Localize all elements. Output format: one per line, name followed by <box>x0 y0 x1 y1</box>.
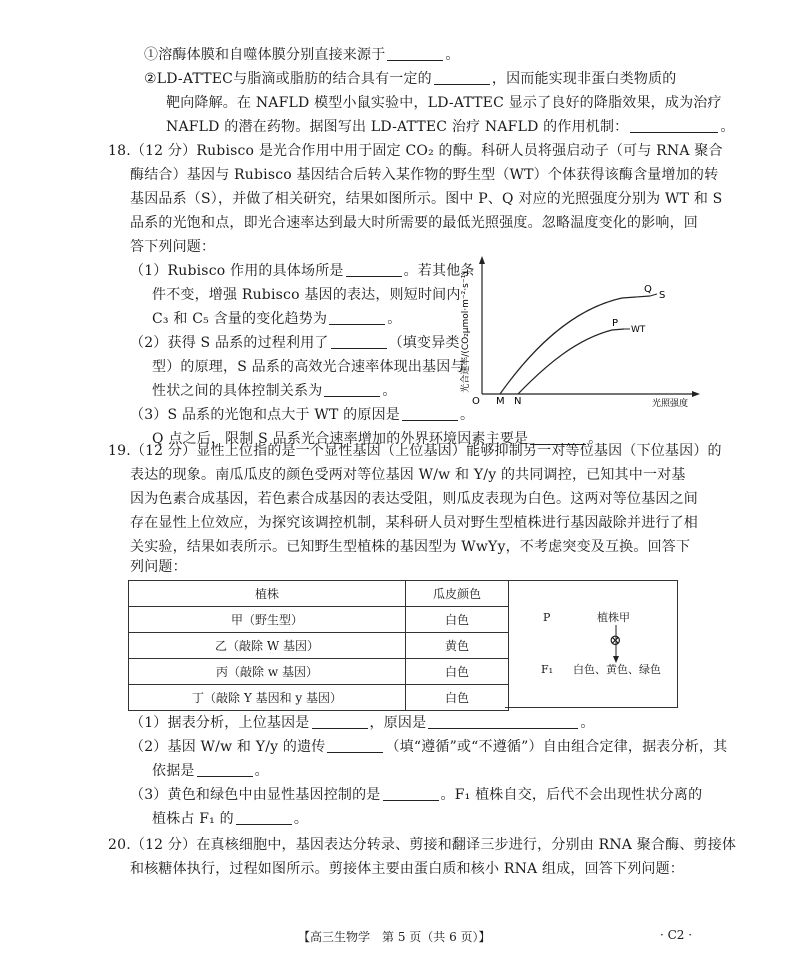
text: （填“遵循”或“不遵循”）自由组合定律，据表分析，其 <box>385 739 728 755</box>
q20-line-1: 20.（12 分）在真核细胞中，基因表达分转录、剪接和翻译三步进行，分别由 RNA 聚合酶、剪接体 <box>108 837 737 853</box>
q17-line-4 <box>166 116 735 138</box>
q20-line-2: 和核糖体执行，过程如图所示。剪接体主要由蛋白质和核小 RNA 组成，回答下列问题： <box>130 861 684 877</box>
q18-sub2-line-2: 型）的原理，S 品系的高效光合速率体现出基因与 <box>152 359 465 375</box>
text: 。 <box>459 407 475 423</box>
axes <box>479 256 700 397</box>
cross-p-label: P <box>543 611 551 624</box>
text: 。 <box>387 311 402 327</box>
q19-line-1: 19.（12 分）显性上位指的是一个显性基因（上位基因）能够抑制另一对等位基因（下位基因）的 <box>108 443 722 459</box>
text: 。 <box>382 383 397 399</box>
q18-line-4: 品系的光饱和点，即光合速率达到最大时所需要的最低光照强度。忽略温度变化的影响，回 <box>130 215 698 231</box>
cell-plant: 乙（敲除 W 基因） <box>129 633 406 659</box>
q19-line-5: 关实验，结果如表所示。已知野生型植株的基因型为 WwYy，不考虑突变及互换。回答下 <box>130 539 691 555</box>
series-s-label: S <box>659 290 666 301</box>
x-axis-arrow <box>692 391 700 397</box>
y-axis-label: 光合速率/(CO₂μmol·m⁻²·s⁻¹) <box>461 271 471 393</box>
text: ，原因是 <box>369 715 427 731</box>
series-wt-label: WT <box>631 325 646 335</box>
q18-sub2-line-3 <box>152 380 397 402</box>
q19-line-3: 因为色素合成基因，若色素合成基因的表达受阻，则瓜皮表现为白色。这两对等位基因之间 <box>130 491 698 507</box>
answer-blank[interactable] <box>383 786 439 801</box>
text: C₃ 和 C₅ 含量的变化趋势为 <box>152 311 328 327</box>
point-P-label: P <box>612 318 619 329</box>
q17-line-1 <box>144 44 460 66</box>
q18-sub1-line-1 <box>130 260 475 282</box>
series-s-curve <box>500 296 650 394</box>
text: ，因而能实现非蛋白类物质的 <box>491 71 677 87</box>
text: （3）黄色和绿色中由显性基因控制的是 <box>130 787 381 803</box>
cell-plant: 甲（野生型） <box>129 607 406 633</box>
answer-blank[interactable] <box>236 810 292 825</box>
cross-offspring: 白色、黄色、绿色 <box>573 663 661 676</box>
text: 。 <box>254 763 269 779</box>
answer-blank[interactable] <box>630 118 718 133</box>
cell-plant: 丙（敲除 w 基因） <box>129 659 406 685</box>
text: 。 <box>720 119 735 135</box>
text: （2）基因 W/w 和 Y/y 的遗传 <box>130 739 326 755</box>
q19-sub2-line-1 <box>130 736 727 758</box>
x-mark-N: N <box>514 396 522 407</box>
cross-diagram <box>505 580 678 708</box>
q18-line-3: 基因品系（S），并做了相关研究，结果如图所示。图中 P、Q 对应的光照强度分别为 WT 和 S <box>130 191 723 207</box>
cross-f1-label: F₁ <box>541 663 554 676</box>
text: NAFLD 的潜在药物。据图写出 LD-ATTEC 治疗 NAFLD 的作用机制： <box>166 119 629 135</box>
header-plant: 植株 <box>129 581 406 607</box>
footer-code: · C2 · <box>660 928 693 942</box>
answer-blank[interactable] <box>329 310 385 325</box>
table-row <box>129 633 509 659</box>
origin-label: O <box>472 396 480 407</box>
answer-blank[interactable] <box>428 714 578 729</box>
text: ②LD-ATTEC与脂滴或脂肪的结合具有一定的 <box>144 71 432 87</box>
q19-sub1 <box>130 712 595 734</box>
q19-line-6: 列问题： <box>130 559 187 575</box>
text: 。 <box>580 715 595 731</box>
text: 。 <box>588 431 603 447</box>
text: 。 <box>293 811 309 827</box>
text: （填变异类 <box>388 335 460 351</box>
answer-blank[interactable] <box>324 382 380 397</box>
cross-parent: 植株甲 <box>597 611 630 624</box>
text: Q 点之后，限制 S 品系光合速率增加的外界环境因素主要是 <box>152 431 529 447</box>
header-color: 瓜皮颜色 <box>406 581 509 607</box>
answer-blank[interactable] <box>312 714 368 729</box>
table-row <box>129 659 509 685</box>
x-mark-M: M <box>496 396 505 407</box>
q19-line-2: 表达的现象。南瓜瓜皮的颜色受两对等位基因 W/w 和 Y/y 的共同调控，已知其中一对基 <box>130 467 686 483</box>
text: （1）Rubisco 作用的具体场所是 <box>130 263 344 279</box>
down-arrow-icon <box>611 625 621 665</box>
q18-sub3-line-1 <box>130 404 474 426</box>
cell-color: 白色 <box>406 607 509 633</box>
text: 植株占 F₁ 的 <box>152 811 234 827</box>
cell-color: 白色 <box>406 685 509 711</box>
text: （3）S 品系的光饱和点大于 WT 的原因是 <box>130 407 400 423</box>
selfing-symbol: ⊗ <box>609 631 622 649</box>
text: 性状之间的具体控制关系为 <box>152 383 323 399</box>
cell-color: 白色 <box>406 659 509 685</box>
q19-sub3-line-2 <box>152 808 308 830</box>
q19-sub3-line-1 <box>130 784 702 806</box>
q17-line-3: 靶向降解。在 NAFLD 模型小鼠实验中，LD-ATTEC 显示了良好的降脂效果，成为治疗 <box>166 95 722 111</box>
text: 。 <box>445 47 460 63</box>
text: （2）获得 S 品系的过程利用了 <box>130 335 329 351</box>
q18-sub1-line-2: 件不变，增强 Rubisco 基因的表达，则短时间内 <box>152 287 461 303</box>
text: 依据是 <box>152 763 195 779</box>
cell-plant: 丁（敲除 Y 基因和 y 基因） <box>129 685 406 711</box>
answer-blank[interactable] <box>197 762 253 777</box>
q17-line-2 <box>144 68 676 90</box>
q18-sub1-line-3 <box>152 308 401 330</box>
text: （1）据表分析，上位基因是 <box>130 715 310 731</box>
q18-sub2-line-1 <box>130 332 460 354</box>
photosynthesis-chart <box>452 254 710 410</box>
answer-blank[interactable] <box>331 334 387 349</box>
answer-blank[interactable] <box>387 46 443 61</box>
text: 。若其他条 <box>403 263 475 279</box>
table-header-row <box>129 581 509 607</box>
answer-blank[interactable] <box>434 70 490 85</box>
q18-line-1: 18.（12 分）Rubisco 是光合作用中用于固定 CO₂ 的酶。科研人员将强启动子（可与 RNA 聚合 <box>108 143 723 159</box>
text: 。F₁ 植株自交，后代不会出现性状分离的 <box>440 787 703 803</box>
cell-color: 黄色 <box>406 633 509 659</box>
q19-sub2-line-2 <box>152 760 269 782</box>
text: ①溶酶体膜和自噬体膜分别直接来源于 <box>144 47 386 63</box>
y-axis-arrow <box>479 256 485 264</box>
x-axis-label: 光照强度 <box>652 399 689 409</box>
table-row <box>129 607 509 633</box>
footer-page-info: 【高三生物学 第 5 页（共 6 页）】 <box>298 930 491 944</box>
results-table <box>128 580 509 711</box>
q19-line-4: 存在显性上位效应，为探究该调控机制，某科研人员对野生型植株进行基因敲除并进行了相 <box>130 515 698 531</box>
q18-line-5: 答下列问题： <box>130 239 216 255</box>
q18-line-2: 酶结合）基因与 Rubisco 基因结合后转入某作物的野生型（WT）个体获得该酶含量增加的转 <box>130 167 719 183</box>
answer-blank[interactable] <box>402 406 458 421</box>
table-row <box>129 685 509 711</box>
point-Q-label: Q <box>644 284 652 295</box>
answer-blank[interactable] <box>327 738 383 753</box>
series-wt-curve <box>518 329 624 394</box>
answer-blank[interactable] <box>346 262 402 277</box>
